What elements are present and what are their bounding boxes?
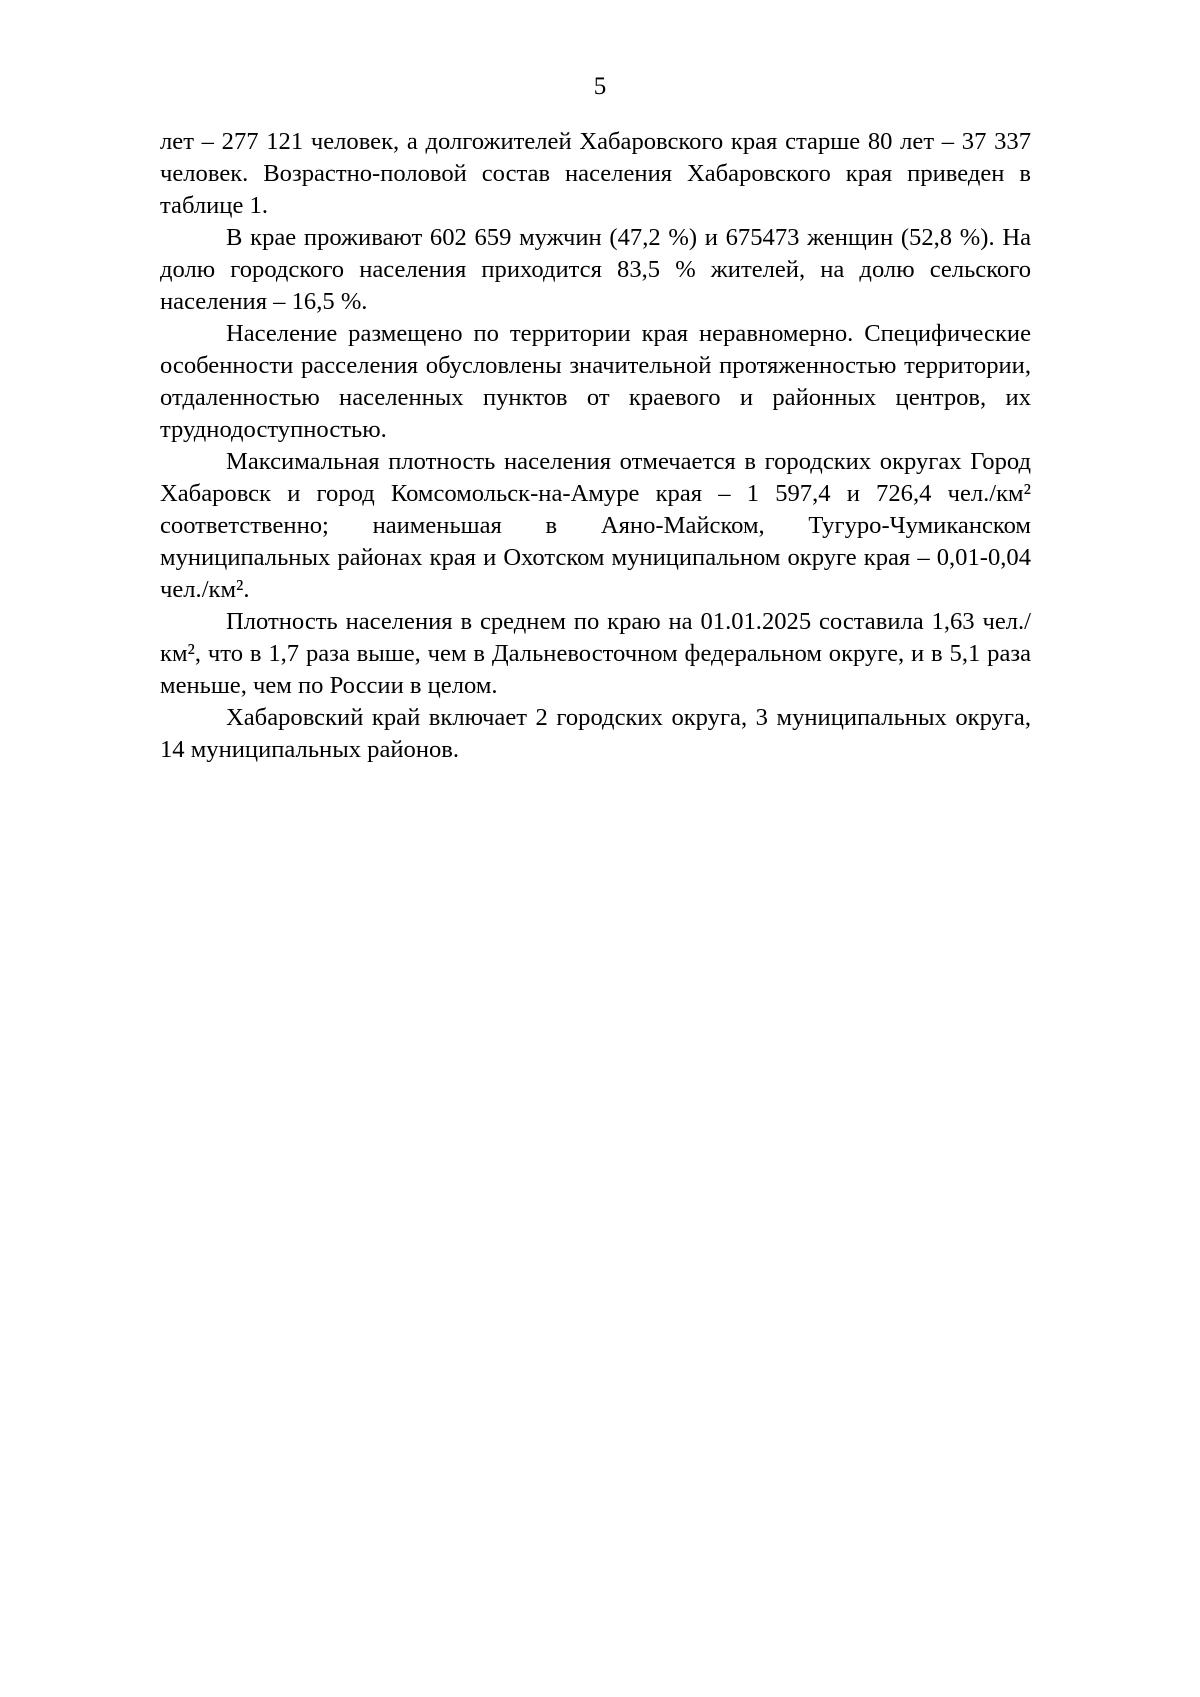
document-body: [160, 126, 1031, 766]
paragraph-administrative-division: Хабаровский край включает 2 городских округа, 3 муниципальных округа, 14 муниципальных районов.: [160, 704, 1031, 763]
paragraph-average-density: Плотность населения в среднем по краю на 01.01.2025 составила 1,63 чел./км², что в 1,7 раза выше, чем в Дальневосточном федеральном округе, и в 5,1 раза меньше, чем по России в целом.: [160, 608, 1031, 699]
paragraph-max-density: Максимальная плотность населения отмечается в городских округах Город Хабаровск и город Комсомольск-на-Амуре края – 1 597,4 и 726,4 чел./км² соответственно; наименьшая в Аяно-Майском, Тугуро-Чумиканском муниципальных районах края и Охотском муниципальном округе края – 0,01-0,04 чел./км².: [160, 448, 1031, 603]
paragraph-continuation: лет – 277 121 человек, а долгожителей Хабаровского края старше 80 лет – 37 337 человек. Возрастно-половой состав населения Хабаровского края приведен в таблице 1.: [160, 128, 1031, 219]
paragraph-settlement: Население размещено по территории края неравномерно. Специфические особенности расселения обусловлены значительной протяженностью территории, отдаленностью населенных пунктов от краевого и районных центров, их труднодоступностью.: [160, 320, 1031, 443]
page-number: 5: [593, 73, 607, 100]
paragraph-population-gender: В крае проживают 602 659 мужчин (47,2 %) и 675473 женщин (52,8 %). На долю городского населения приходится 83,5 % жителей, на долю сельского населения – 16,5 %.: [160, 224, 1031, 315]
